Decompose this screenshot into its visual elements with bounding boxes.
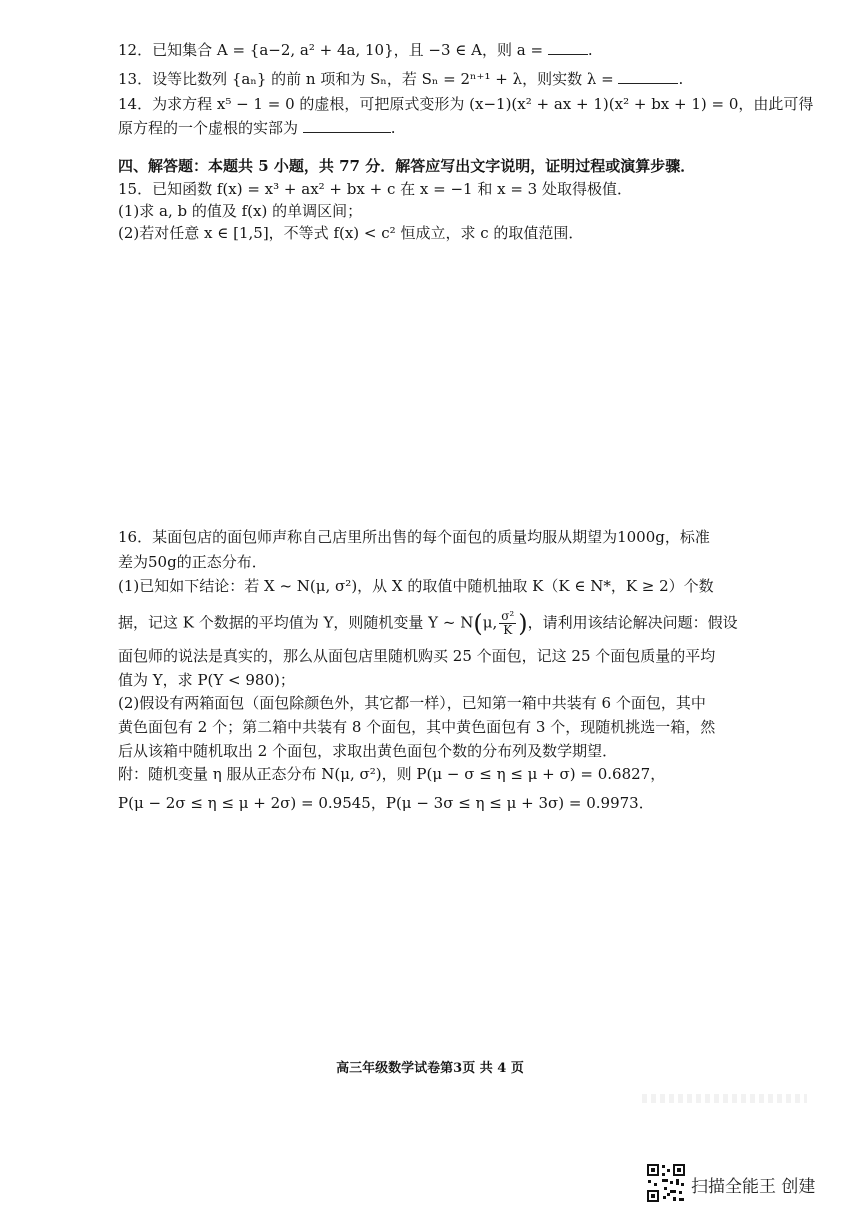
question-16-line-3: (1)已知如下结论：若 X ~ N(μ, σ²)，从 X 的取值中随机抽取 K（K ∈ N*，K ≥ 2）个数 bbox=[118, 577, 714, 595]
answer-blank bbox=[303, 118, 391, 133]
question-12-text: 12．已知集合 A = {a−2, a² + 4a, 10}，且 −3 ∈ A，则 a = bbox=[118, 41, 544, 59]
question-13-end: . bbox=[678, 70, 684, 88]
question-16-line-6: 值为 Y，求 P(Y < 980)； bbox=[118, 671, 295, 689]
question-16-line-4 bbox=[118, 610, 738, 637]
question-15-stem: 15．已知函数 f(x) = x³ + ax² + bx + c 在 x = −1 和 x = 3 处取得极值． bbox=[118, 180, 632, 198]
question-16-line-9: 后从该箱中随机取出 2 个面包，求取出黄色面包个数的分布列及数学期望． bbox=[118, 742, 618, 760]
question-15-part-1: (1)求 a, b 的值及 f(x) 的单调区间； bbox=[118, 202, 363, 220]
right-paren: ) bbox=[518, 609, 528, 638]
question-14-line-2 bbox=[118, 118, 396, 138]
question-13-text: 13．设等比数列 {aₙ} 的前 n 项和为 Sₙ，若 Sₙ = 2ⁿ⁺¹ + λ，则实数 λ = bbox=[118, 70, 614, 88]
question-15-part-2: (2)若对任意 x ∈ [1,5]，不等式 f(x) < c² 恒成立，求 c 的取值范围． bbox=[118, 224, 584, 242]
answer-blank bbox=[618, 69, 678, 84]
question-14-line-1: 14．为求方程 x⁵ − 1 = 0 的虚根，可把原式变形为 (x−1)(x² + ax + 1)(x² + bx + 1) = 0，由此可得 bbox=[118, 95, 814, 113]
scanner-watermark: 扫描全能王 创建 bbox=[691, 1177, 816, 1197]
question-13 bbox=[118, 69, 683, 89]
question-14-end: . bbox=[390, 119, 396, 137]
page-footer: 高三年级数学试卷第3页 共 4 页 bbox=[336, 1061, 524, 1076]
question-16-line-1: 16．某面包店的面包师声称自己店里所出售的每个面包的质量均服从期望为1000g，标准 bbox=[118, 528, 710, 546]
question-16-line-10: 附：随机变量 η 服从正态分布 N(μ, σ²)，则 P(μ − σ ≤ η ≤ μ + σ) = 0.6827， bbox=[118, 765, 666, 783]
question-14-text: 原方程的一个虚根的实部为 bbox=[118, 119, 299, 137]
scan-artifact bbox=[642, 1094, 807, 1103]
question-16-line-5: 面包师的说法是真实的，那么从面包店里随机购买 25 个面包，记这 25 个面包质量的平均 bbox=[118, 647, 716, 665]
section-heading: 四、解答题：本题共 5 小题，共 77 分．解答应写出文字说明，证明过程或演算步骤． bbox=[118, 157, 696, 175]
fraction-denominator: K bbox=[503, 623, 513, 637]
question-16-line-8: 黄色面包有 2 个；第二箱中共装有 8 个面包，其中黄色面包有 3 个，现随机挑选一箱，然 bbox=[118, 718, 716, 736]
question-12 bbox=[118, 40, 593, 60]
fraction-sigma-over-k bbox=[499, 610, 516, 637]
left-paren: ( bbox=[473, 609, 483, 638]
mu-symbol: μ, bbox=[482, 613, 498, 632]
question-16-line-2: 差为50g的正态分布． bbox=[118, 553, 267, 571]
question-16-line-11: P(μ − 2σ ≤ η ≤ μ + 2σ) = 0.9545，P(μ − 3σ ≤ η ≤ μ + 3σ) = 0.9973． bbox=[118, 794, 654, 812]
fraction-numerator: σ² bbox=[501, 609, 515, 623]
line-4-start: 据，记这 K 个数据的平均值为 Y，则随机变量 Y ~ N bbox=[118, 613, 474, 632]
line-4-end: ，请利用该结论解决问题：假设 bbox=[527, 613, 738, 632]
qr-code-icon bbox=[646, 1163, 686, 1203]
question-16-line-7: (2)假设有两箱面包（面包除颜色外，其它都一样），已知第一箱中共装有 6 个面包，其中 bbox=[118, 694, 706, 712]
answer-blank bbox=[548, 40, 588, 55]
question-12-end: . bbox=[587, 41, 593, 59]
